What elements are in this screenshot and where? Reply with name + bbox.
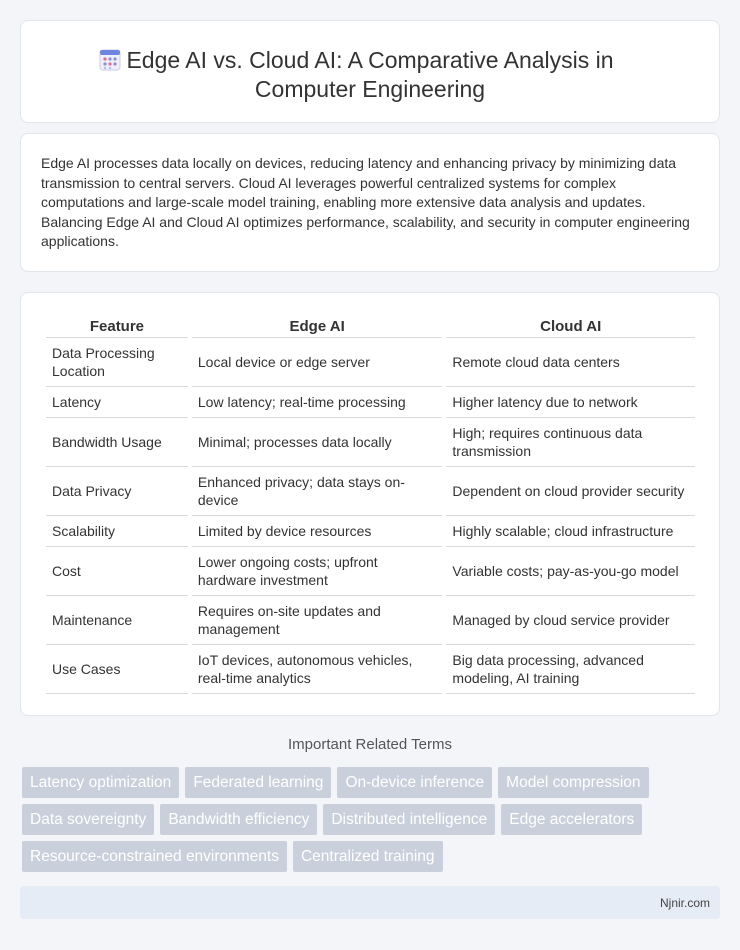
edge-ai-cell: Limited by device resources [192, 516, 443, 547]
edge-ai-cell: Requires on-site updates and management [192, 596, 443, 645]
related-term-tag[interactable]: Distributed intelligence [323, 804, 495, 835]
feature-cell: Use Cases [46, 645, 188, 694]
cloud-ai-cell: High; requires continuous data transmission [446, 418, 695, 467]
feature-cell: Bandwidth Usage [46, 418, 188, 467]
table-row [46, 387, 695, 418]
footer-bar [20, 886, 720, 919]
cloud-ai-cell: Dependent on cloud provider security [446, 467, 695, 516]
cloud-ai-cell: Higher latency due to network [446, 387, 695, 418]
related-term-tag[interactable]: Resource-constrained environments [22, 841, 287, 872]
table-row [46, 516, 695, 547]
page-title-line1: Edge AI vs. Cloud AI: A Comparative Analysis in [126, 47, 614, 73]
footer-site-link[interactable]: Njnir.com [659, 896, 710, 910]
table-row [46, 596, 695, 645]
header-cloud-ai: Cloud AI [446, 315, 695, 338]
related-term-tag[interactable]: Latency optimization [22, 767, 179, 798]
page-title [21, 46, 719, 104]
feature-cell: Latency [46, 387, 188, 418]
header-edge-ai: Edge AI [192, 315, 443, 338]
related-terms-heading: Important Related Terms [288, 736, 452, 753]
related-term-tag[interactable]: Edge accelerators [501, 804, 642, 835]
related-term-tag[interactable]: On-device inference [337, 767, 492, 798]
edge-ai-cell: Low latency; real-time processing [192, 387, 443, 418]
related-term-tag[interactable]: Bandwidth efficiency [160, 804, 317, 835]
summary-paragraph: Edge AI processes data locally on devices, reducing latency and enhancing privacy by minimizing data transmission to central servers. Cloud AI leverages powerful centralized systems for complex computations and large-scale model training, enabling more extensive data analysis and updates. Balancing Edge AI and Cloud AI optimizes performance, scalability, and security in computer engineering applications. [41, 155, 690, 249]
related-term-tag[interactable]: Federated learning [185, 767, 331, 798]
feature-cell: Cost [46, 547, 188, 596]
title-card [20, 20, 720, 123]
table-row [46, 645, 695, 694]
table-row [46, 418, 695, 467]
related-term-tag[interactable]: Model compression [498, 767, 648, 798]
cloud-ai-cell: Remote cloud data centers [446, 338, 695, 387]
cloud-ai-cell: Variable costs; pay-as-you-go model [446, 547, 695, 596]
feature-cell: Data Privacy [46, 467, 188, 516]
feature-cell: Maintenance [46, 596, 188, 645]
related-term-tag[interactable]: Centralized training [293, 841, 443, 872]
edge-ai-cell: Local device or edge server [192, 338, 443, 387]
cloud-ai-cell: Highly scalable; cloud infrastructure [446, 516, 695, 547]
table-header-row [46, 315, 695, 338]
related-term-tag[interactable]: Data sovereignty [22, 804, 154, 835]
cloud-ai-cell: Managed by cloud service provider [446, 596, 695, 645]
page-title-line2: Computer Engineering [254, 76, 486, 102]
feature-cell: Data Processing Location [46, 338, 188, 387]
comparison-table [42, 315, 699, 694]
feature-cell: Scalability [46, 516, 188, 547]
edge-ai-cell: Lower ongoing costs; upfront hardware investment [192, 547, 443, 596]
related-terms-list [22, 767, 682, 878]
summary-card [20, 133, 720, 272]
table-row [46, 547, 695, 596]
table-row [46, 338, 695, 387]
header-feature: Feature [46, 315, 188, 338]
cloud-ai-cell: Big data processing, advanced modeling, AI training [446, 645, 695, 694]
edge-ai-cell: IoT devices, autonomous vehicles, real-time analytics [192, 645, 443, 694]
comparison-table-card [20, 292, 720, 716]
edge-ai-cell: Enhanced privacy; data stays on-device [192, 467, 443, 516]
table-row [46, 467, 695, 516]
edge-ai-cell: Minimal; processes data locally [192, 418, 443, 467]
